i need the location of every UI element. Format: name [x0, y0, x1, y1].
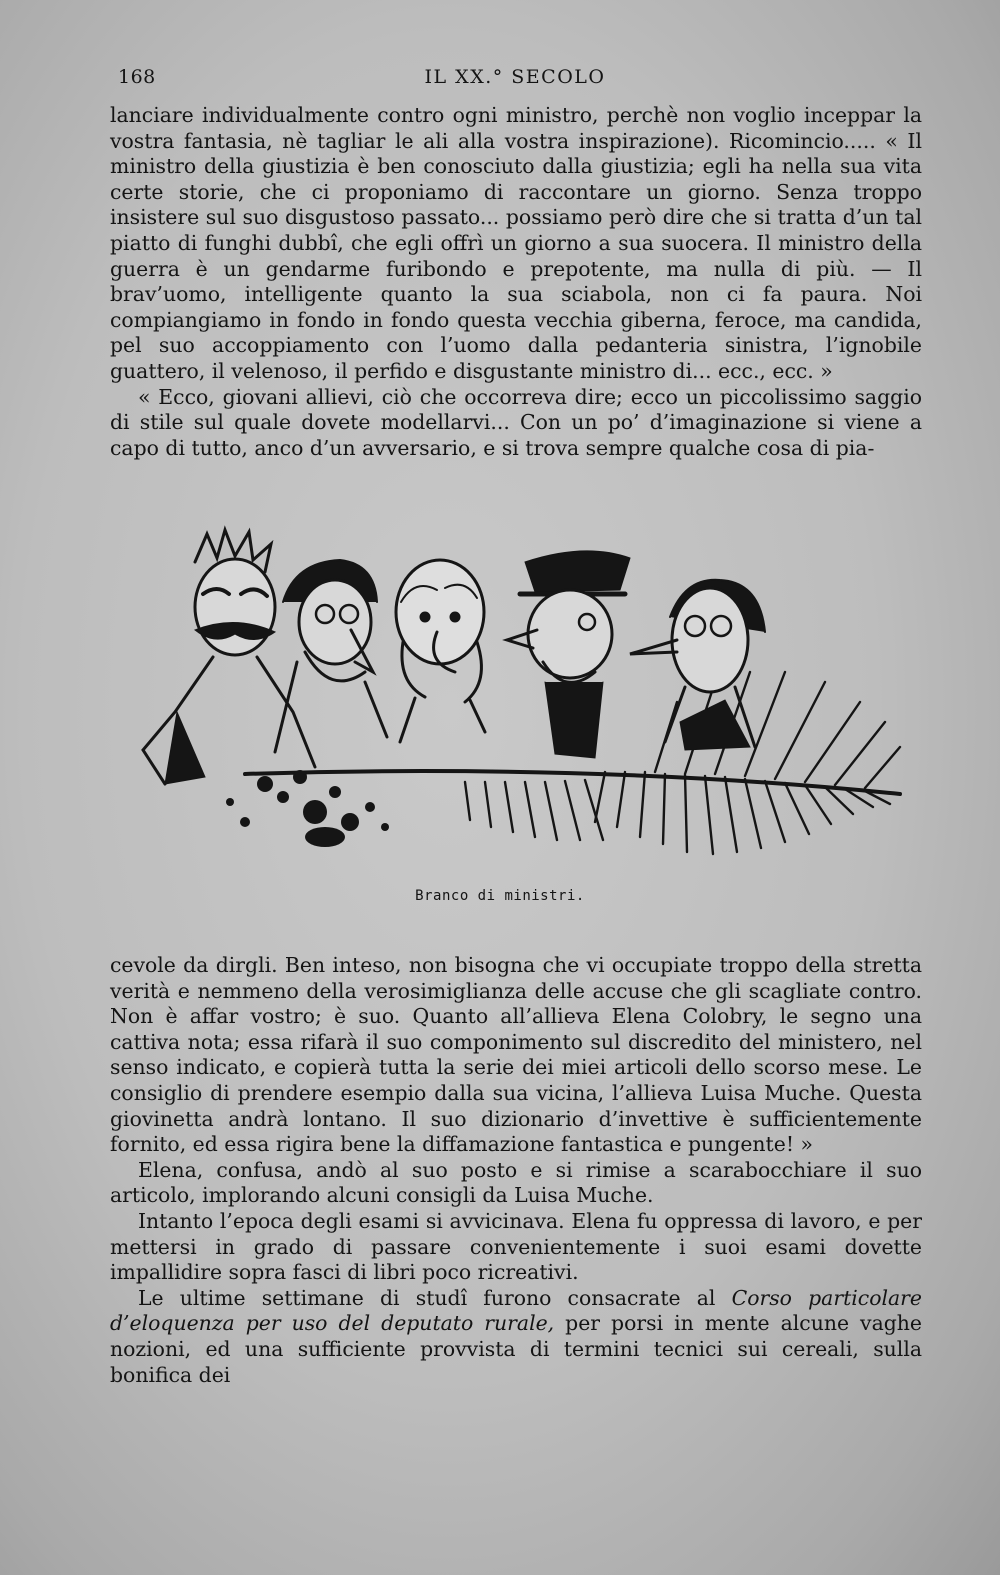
feather-shaft: [245, 771, 900, 794]
running-title: IL XX.° SECOLO: [424, 66, 606, 88]
feather-barbs: [465, 672, 900, 854]
text-block-top: [110, 103, 922, 461]
caricature-figure-5: [630, 580, 765, 750]
figure-caption: Branco di ministri.: [415, 888, 585, 904]
paragraph: Intanto l’epoca degli esami si avvicinava. Elena fu oppressa di lavoro, e per mettersi in grado di passare convenientemente i suoi esami dovette impallidire sopra fasci di libri poco ricreativi.: [110, 1208, 922, 1285]
paragraph: « Ecco, giovani allievi, ciò che occorreva dire; ecco un piccolissimo saggio di stile sul quale dovete modellarvi... Con un po’ d’imaginazione si viene a capo di tutto, anco d’un avversario, e si trova sempre qualche cosa di pia-: [110, 384, 922, 460]
paragraph-text: per porsi in mente alcune vaghe nozioni, ed una sufficiente provvista di termini tecnici sui cereali, sulla bonifica dei: [110, 1311, 922, 1387]
paragraph: lanciare individualmente contro ogni ministro, perchè non voglio inceppar la vostra fantasia, nè tagliar le ali alla vostra inspirazione). Ricomincio..... « Il ministro della giustizia è ben conosciuto dalla giustizia; egli ha nella sua vita certe storie, che ci proponiamo di raccontare un giorno. Senza troppo insistere sul suo disgustoso passato... possiamo però dire che si tratta d’un tal piatto di funghi dubbî, che egli offrì un giorno a sua suocera. Il ministro della guerra è un gendarme furibondo e prepotente, ma nulla di più. — Il brav’uomo, intelligente quanto la sua sciabola, non ci fa paura. Noi compiangiamo in fondo in fondo questa vecchia giberna, feroce, ma candida, pel suo accoppiamento con l’uomo dalla pedanteria sinistra, l’ignobile guattero, il velenoso, il perfido e disgustante ministro di... ecc., ecc. »: [110, 103, 922, 383]
caricature-figure-3: [396, 560, 485, 742]
ink-blots: [226, 770, 389, 847]
paragraph: cevole da dirgli. Ben inteso, non bisogna che vi occupiate troppo della stretta verità e nemmeno della verosimiglianza delle accuse che gli scagliate contro. Non è affar vostro; è suo. Quanto all’allieva Elena Colobry, le segno una cattiva nota; essa rifarà il suo componimento sul discredito del ministero, nel senso indicato, e copierà tutta la serie dei miei articoli dello scorso mese. Le consiglio di prendere esempio dalla sua vicina, l’allieva Luisa Muche. Questa giovinetta andrà lontano. Il suo dizionario d’invettive è sufficientemente fornito, ed essa rigira bene la diffamazione fantastica e pungente! »: [110, 953, 922, 1157]
paragraph: [110, 1286, 922, 1388]
caricature-figure-1: [143, 530, 315, 784]
illustration-ministers: [125, 522, 910, 884]
paragraph: Elena, confusa, andò al suo posto e si rimise a scarabocchiare il suo articolo, implorando alcuni consigli da Luisa Muche.: [110, 1157, 922, 1208]
caricature-drawing: [125, 522, 910, 884]
book-title-italic: Corso particolare d’eloquenza per uso del deputato rurale,: [110, 1285, 922, 1336]
text-block-bottom: [110, 953, 922, 1388]
page-number: 168: [118, 66, 156, 88]
caricature-figure-2: [275, 560, 387, 752]
running-head: [110, 66, 920, 96]
paragraph-text: Le ultime settimane di studî furono consacrate al: [138, 1285, 732, 1310]
caricature-figure-4: [507, 551, 630, 758]
